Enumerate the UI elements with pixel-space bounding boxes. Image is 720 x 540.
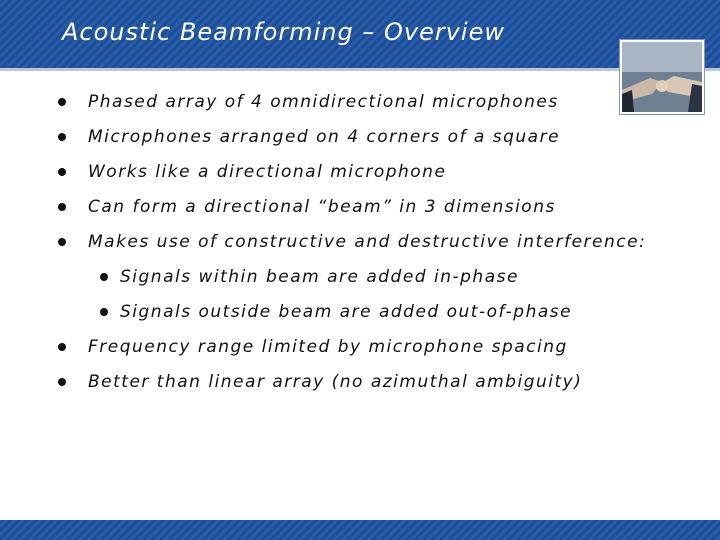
bullet-item: Phased array of 4 omnidirectional microphones (58, 86, 698, 121)
bullet-item: Can form a directional “beam” in 3 dimensions (58, 191, 698, 226)
bullet-dot-icon (58, 133, 66, 141)
bullet-dot-icon (58, 203, 66, 211)
bullet-item: Works like a directional microphone (58, 156, 698, 191)
bullet-dot-icon (58, 98, 66, 106)
bullet-dot-icon (100, 273, 108, 281)
sub-bullet-item: Signals within beam are added in-phase (58, 261, 698, 296)
bullet-item: Better than linear array (no azimuthal ambiguity) (58, 366, 698, 401)
bullet-dot-icon (58, 343, 66, 351)
header-divider (0, 68, 720, 71)
bullet-dot-icon (100, 308, 108, 316)
slide-title: Acoustic Beamforming – Overview (62, 18, 505, 46)
sub-bullet-item: Signals outside beam are added out-of-phase (58, 296, 698, 331)
bullet-dot-icon (58, 238, 66, 246)
footer-bar (0, 520, 720, 540)
bullet-item: Microphones arranged on 4 corners of a square (58, 121, 698, 156)
bullet-dot-icon (58, 168, 66, 176)
bullet-item: Makes use of constructive and destructive interference: (58, 226, 698, 261)
bullet-dot-icon (58, 378, 66, 386)
bullet-item: Frequency range limited by microphone spacing (58, 331, 698, 366)
bullet-list (58, 86, 698, 401)
